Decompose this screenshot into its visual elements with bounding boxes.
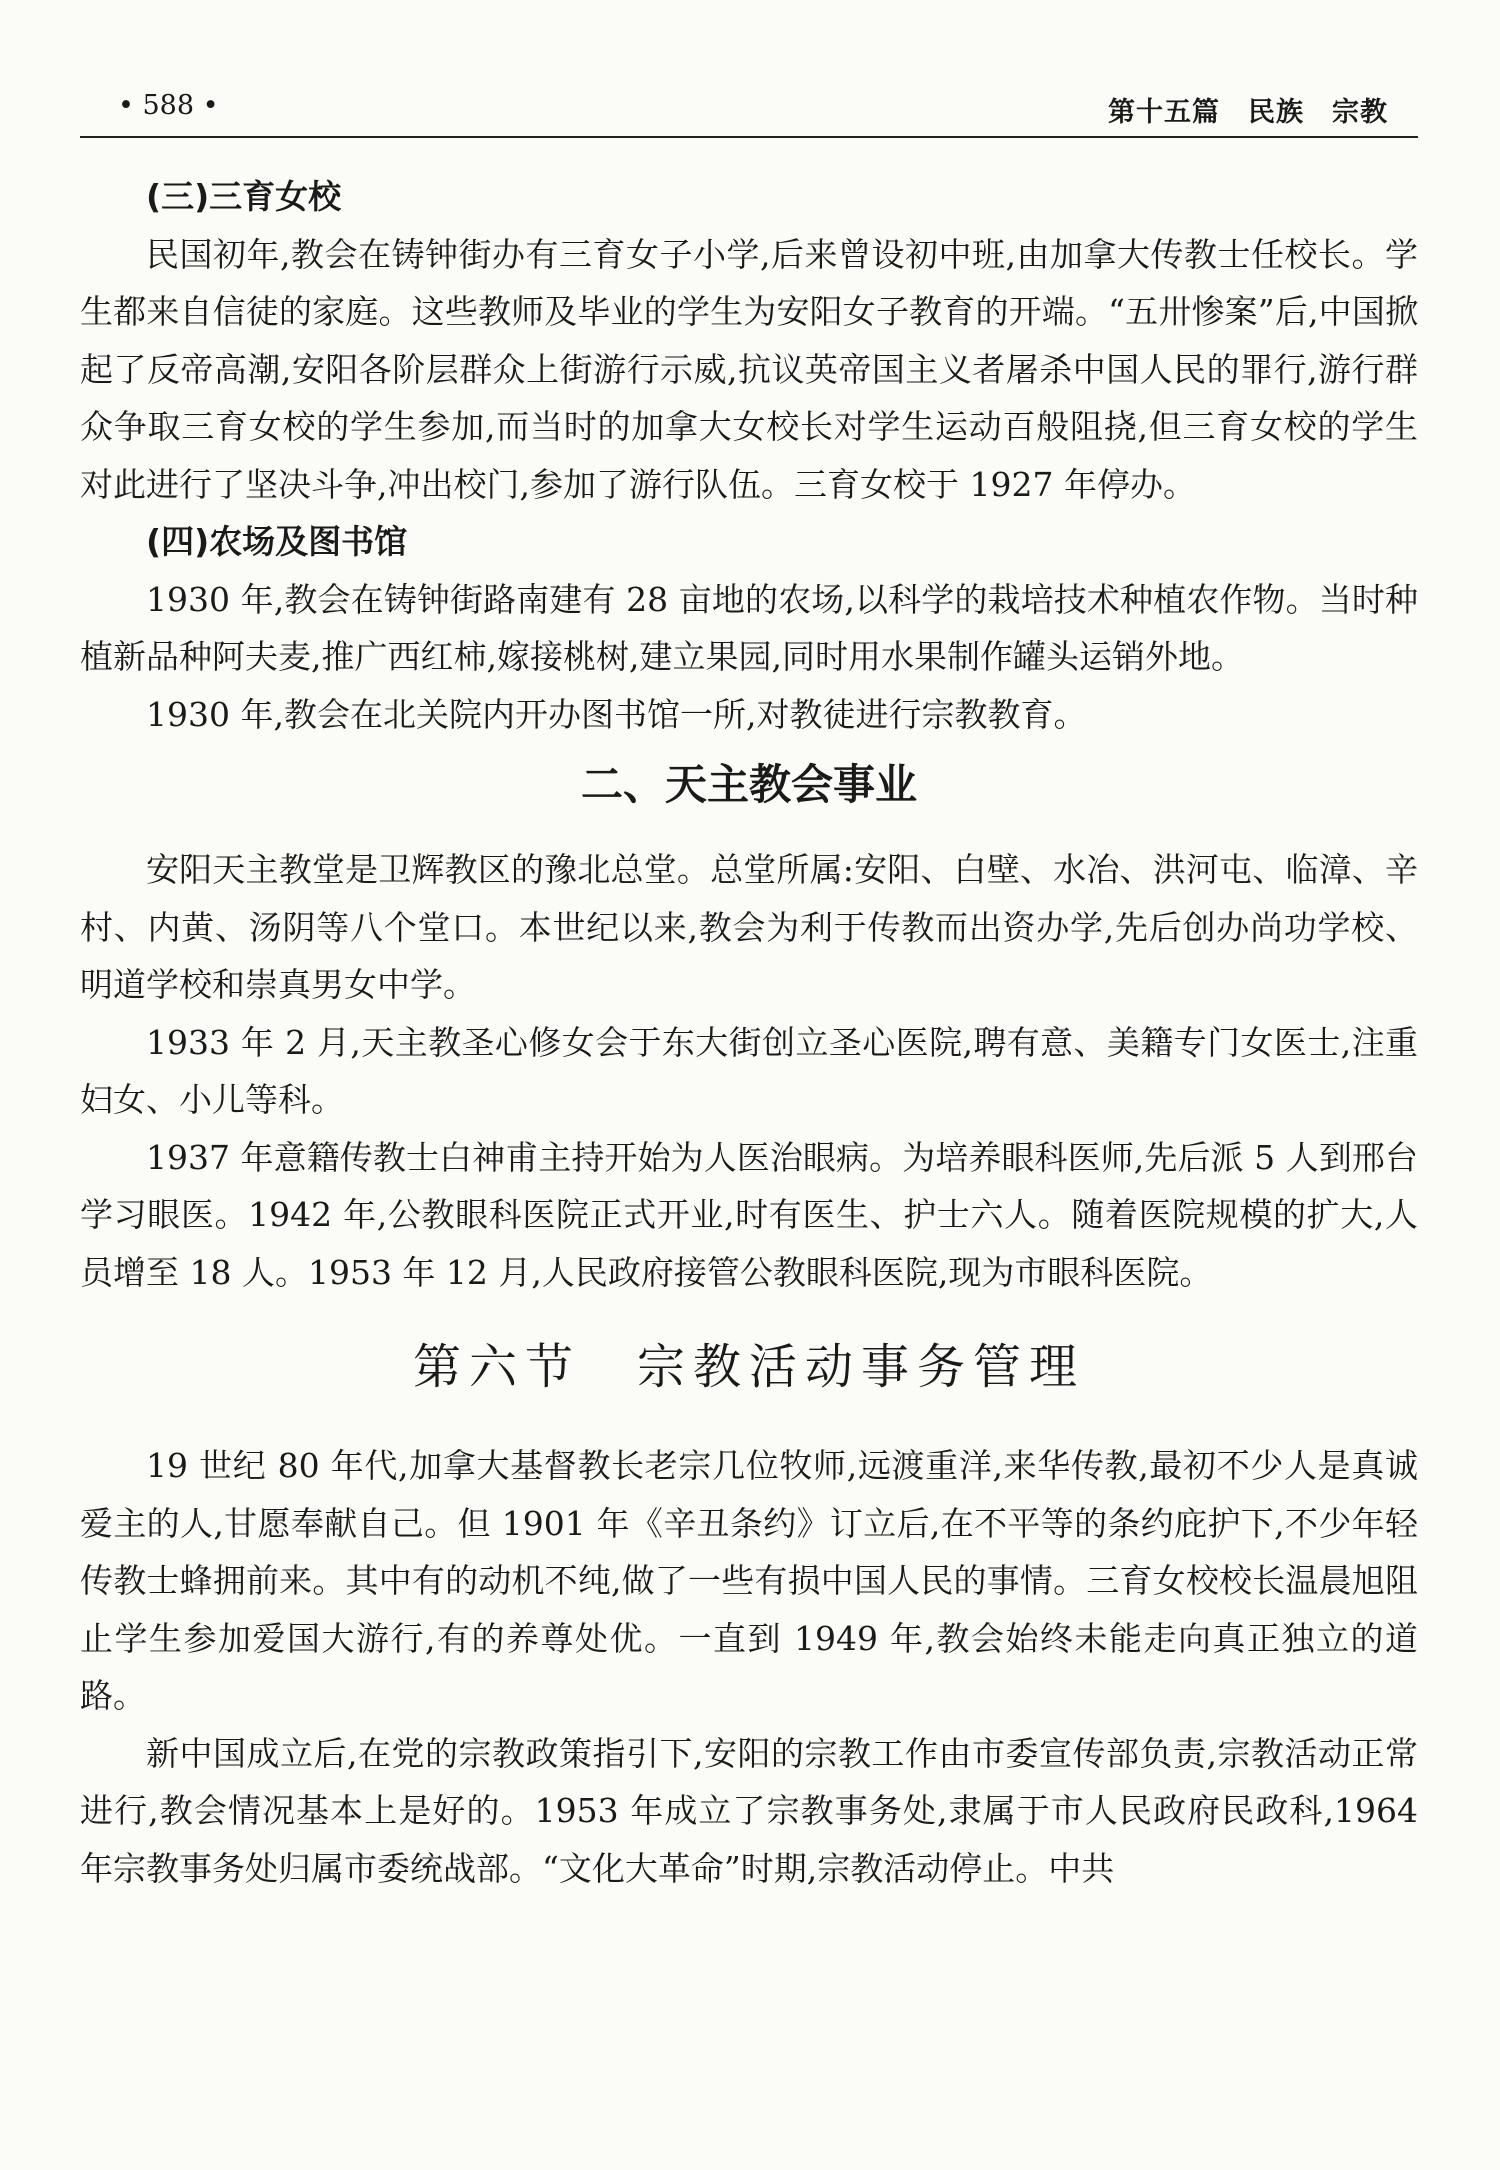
paragraph: 1930 年,教会在北关院内开办图书馆一所,对教徒进行宗教教育。 [146, 694, 1087, 734]
page-body [80, 168, 1418, 1897]
running-head: 第十五篇 民族 宗教 [1108, 97, 1388, 128]
page-number: • 588 • [118, 90, 219, 121]
paragraph: 1930 年,教会在铸钟街路南建有 28 亩地的农场,以科学的栽培技术种植农作物。当时种植新品种阿夫麦,推广西红柿,嫁接桃树,建立果园,同时用水果制作罐头运销外地。 [80, 579, 1418, 676]
page-header [80, 88, 1418, 138]
chapter-section-title: 第六节 宗教活动事务管理 [412, 1339, 1085, 1395]
subsection-title-farm-library: (四)农场及图书馆 [146, 522, 408, 561]
paragraph: 19 世纪 80 年代,加拿大基督教长老宗几位牧师,远渡重洋,来华传教,最初不少人是真诚爱主的人,甘愿奉献自己。但 1901 年《辛丑条约》订立后,在不平等的条约庇护下,不少年轻传教士蜂拥前来。其中有的动机不纯,做了一些有损中国人民的事情。三育女校校长温晨旭阻止学生参加爱国大游行,有的养尊处优。一直到 1949 年,教会始终未能走向真正独立的道路。 [80, 1446, 1418, 1715]
paragraph: 民国初年,教会在铸钟街办有三育女子小学,后来曾设初中班,由加拿大传教士任校长。学生都来自信徒的家庭。这些教师及毕业的学生为安阳女子教育的开端。“五卅惨案”后,中国掀起了反帝高潮,安阳各阶层群众上街游行示威,抗议英帝国主义者屠杀中国人民的罪行,游行群众争取三育女校的学生参加,而当时的加拿大女校长对学生运动百般阻挠,但三育女校的学生对此进行了坚决斗争,冲出校门,参加了游行队伍。三育女校于 1927 年停办。 [80, 234, 1418, 504]
paragraph: 1933 年 2 月,天主教圣心修女会于东大街创立圣心医院,聘有意、美籍专门女医士,注重妇女、小儿等科。 [80, 1022, 1418, 1119]
paragraph: 1937 年意籍传教士白神甫主持开始为人医治眼病。为培养眼科医师,先后派 5 人到邢台学习眼医。1942 年,公教眼科医院正式开业,时有医生、护士六人。随着医院规模的扩大,人员增至 18 人。1953 年 12 月,人民政府接管公教眼科医院,现为市眼科医院。 [80, 1137, 1418, 1292]
section-title-catholic-church: 二、天主教会事业 [580, 760, 917, 809]
paragraph: 新中国成立后,在党的宗教政策指引下,安阳的宗教工作由市委宣传部负责,宗教活动正常进行,教会情况基本上是好的。1953 年成立了宗教事务处,隶属于市人民政府民政科,1964 年宗教事务处归属市委统战部。“文化大革命”时期,宗教活动停止。中共 [80, 1733, 1418, 1888]
subsection-title-sanyu-girls-school: (三)三育女校 [146, 177, 342, 216]
paragraph: 安阳天主教堂是卫辉教区的豫北总堂。总堂所属:安阳、白壁、水冶、洪河屯、临漳、辛村、内黄、汤阴等八个堂口。本世纪以来,教会为利于传教而出资办学,先后创办尚功学校、明道学校和崇真男女中学。 [80, 850, 1418, 1004]
